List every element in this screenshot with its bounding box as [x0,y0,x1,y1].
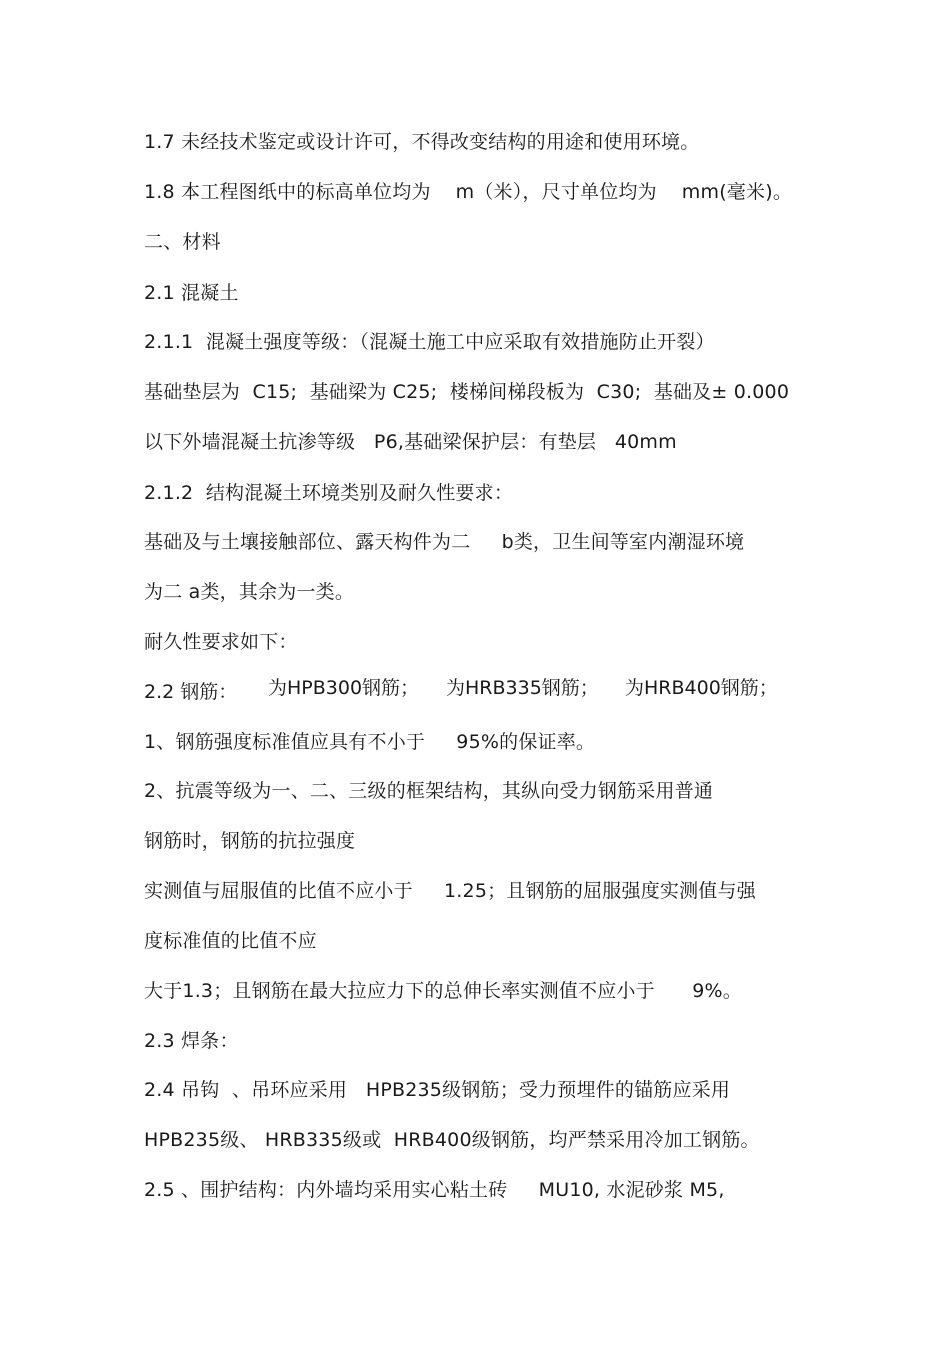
section-heading-materials: 二、材料 [144,231,221,253]
clause-2-4-line-2: HPB235级、 HRB335级或 HRB400级钢筋，均严禁采用冷加工钢筋。 [144,1129,760,1151]
environment-class-line-1: 基础及与土壤接触部位、露天构件为二 b类，卫生间等室内潮湿环境 [144,531,745,553]
rebar-requirement-1: 1、钢筋强度标准值应具有不小于 95%的保证率。 [144,731,596,753]
clause-2-3: 2.3 焊条： [144,1030,239,1052]
rebar-hrb400: 为HRB400钢筋； [625,677,778,699]
rebar-hpb300: 为HPB300钢筋； [268,677,420,699]
clause-2-5: 2.5 、围护结构：内外墙均采用实心粘土砖 MU10, 水泥砂浆 M5, [144,1179,725,1201]
durability-heading: 耐久性要求如下： [144,631,298,653]
clause-2-4-line-1: 2.4 吊钩 、吊环应采用 HPB235级钢筋；受力预埋件的锚筋应采用 [144,1079,731,1101]
rebar-requirement-2-line-1: 2、抗震等级为一、二、三级的框架结构，其纵向受力钢筋采用普通 [144,780,714,802]
clause-2-1-1: 2.1.1 混凝土强度等级：（混凝土施工中应采取有效措施防止开裂） [144,331,715,353]
environment-class-line-2: 为二 a类，其余为一类。 [144,581,355,603]
rebar-label: 2.2 钢筋： [144,681,238,703]
rebar-hrb335: 为HRB335钢筋； [446,677,599,699]
rebar-requirement-2-line-2: 钢筋时，钢筋的抗拉强度 [144,830,356,852]
concrete-grades-line-2: 以下外墙混凝土抗渗等级 P6,基础梁保护层：有垫层 40mm [144,431,677,453]
subsection-2-1: 2.1 混凝土 [144,282,239,304]
clause-1-7: 1.7 未经技术鉴定或设计许可，不得改变结构的用途和使用环境。 [144,131,700,153]
clause-2-1-2: 2.1.2 结构混凝土环境类别及耐久性要求： [144,482,514,504]
clause-1-8: 1.8 本工程图纸中的标高单位均为 m（米），尺寸单位均为 mm(毫米)。 [144,181,793,203]
concrete-grades-line-1: 基础垫层为 C15; 基础梁为 C25; 楼梯间梯段板为 C30; 基础及± 0.000 [144,381,790,403]
rebar-requirement-2-line-3: 实测值与屈服值的比值不应小于 1.25；且钢筋的屈服强度实测值与强 [144,880,756,902]
rebar-requirement-2-line-4: 度标准值的比值不应 [144,930,317,952]
rebar-requirement-2-line-5: 大于1.3；且钢筋在最大拉应力下的总伸长率实测值不应小于 9%。 [144,980,742,1002]
